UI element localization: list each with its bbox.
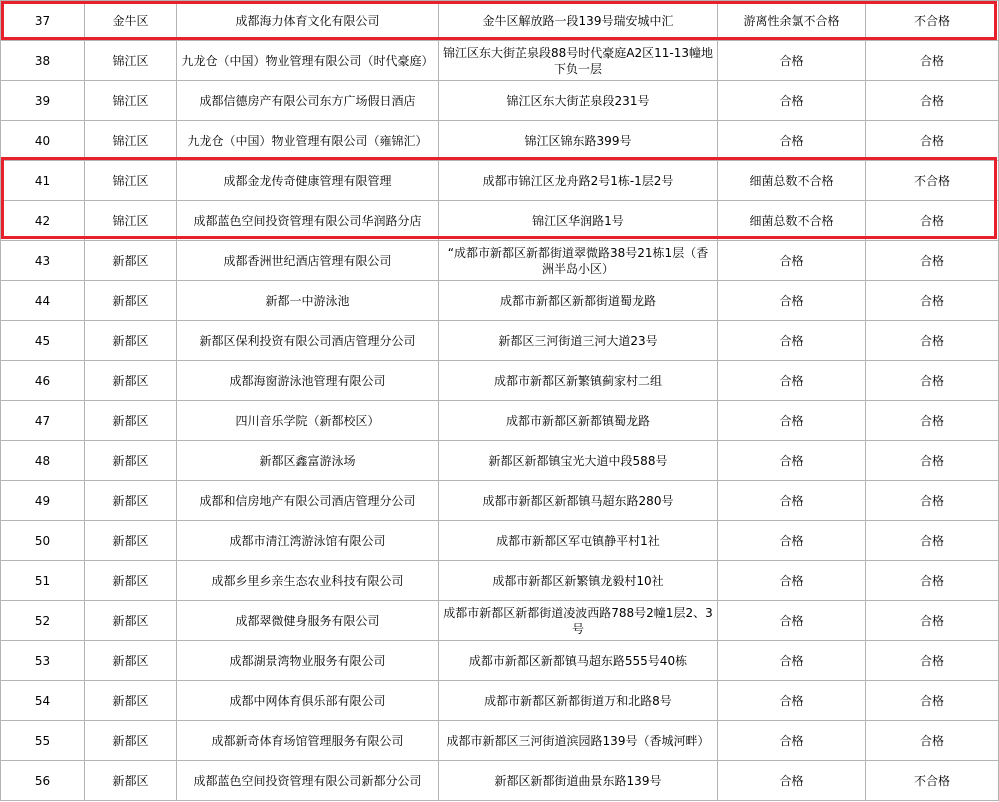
result-cell: 合格 bbox=[866, 81, 999, 121]
address-cell: 成都市新都区新繁镇龙毅村10社 bbox=[439, 561, 718, 601]
test-item-cell: 合格 bbox=[718, 321, 866, 361]
district-cell: 锦江区 bbox=[85, 41, 177, 81]
organization-cell: 成都海力体育文化有限公司 bbox=[177, 1, 439, 41]
row-number: 55 bbox=[1, 721, 85, 761]
row-number: 39 bbox=[1, 81, 85, 121]
organization-cell: 九龙仓（中国）物业管理有限公司（雍锦汇） bbox=[177, 121, 439, 161]
result-cell: 合格 bbox=[866, 721, 999, 761]
test-item-cell: 合格 bbox=[718, 281, 866, 321]
result-cell: 合格 bbox=[866, 681, 999, 721]
organization-cell: 成都和信房地产有限公司酒店管理分公司 bbox=[177, 481, 439, 521]
result-cell: 合格 bbox=[866, 561, 999, 601]
district-cell: 新都区 bbox=[85, 281, 177, 321]
result-cell: 合格 bbox=[866, 441, 999, 481]
result-cell: 不合格 bbox=[866, 161, 999, 201]
row-number: 53 bbox=[1, 641, 85, 681]
test-item-cell: 合格 bbox=[718, 641, 866, 681]
row-number: 56 bbox=[1, 761, 85, 801]
table-row bbox=[1, 641, 999, 681]
address-cell: 金牛区解放路一段139号瑞安城中汇 bbox=[439, 1, 718, 41]
test-item-cell: 合格 bbox=[718, 481, 866, 521]
address-cell: 成都市新都区军屯镇静平村1社 bbox=[439, 521, 718, 561]
district-cell: 锦江区 bbox=[85, 161, 177, 201]
organization-cell: 成都蓝色空间投资管理有限公司华润路分店 bbox=[177, 201, 439, 241]
test-item-cell: 细菌总数不合格 bbox=[718, 201, 866, 241]
district-cell: 新都区 bbox=[85, 401, 177, 441]
table-row bbox=[1, 201, 999, 241]
table-row bbox=[1, 601, 999, 641]
district-cell: 新都区 bbox=[85, 321, 177, 361]
address-cell: 新都区新都街道曲景东路139号 bbox=[439, 761, 718, 801]
row-number: 42 bbox=[1, 201, 85, 241]
organization-cell: 九龙仓（中国）物业管理有限公司（时代豪庭） bbox=[177, 41, 439, 81]
organization-cell: 成都翠微健身服务有限公司 bbox=[177, 601, 439, 641]
result-cell: 合格 bbox=[866, 321, 999, 361]
address-cell: 锦江区东大街芷泉段88号时代豪庭A2区11-13幢地下负一层 bbox=[439, 41, 718, 81]
test-item-cell: 合格 bbox=[718, 241, 866, 281]
test-item-cell: 合格 bbox=[718, 721, 866, 761]
test-item-cell: 合格 bbox=[718, 761, 866, 801]
organization-cell: 成都市清江湾游泳馆有限公司 bbox=[177, 521, 439, 561]
table-row bbox=[1, 521, 999, 561]
test-item-cell: 合格 bbox=[718, 681, 866, 721]
district-cell: 锦江区 bbox=[85, 81, 177, 121]
organization-cell: 新都区鑫富游泳场 bbox=[177, 441, 439, 481]
table-row bbox=[1, 761, 999, 801]
district-cell: 新都区 bbox=[85, 441, 177, 481]
test-item-cell: 合格 bbox=[718, 361, 866, 401]
result-cell: 合格 bbox=[866, 241, 999, 281]
organization-cell: 新都一中游泳池 bbox=[177, 281, 439, 321]
result-cell: 不合格 bbox=[866, 1, 999, 41]
district-cell: 新都区 bbox=[85, 481, 177, 521]
row-number: 45 bbox=[1, 321, 85, 361]
organization-cell: 成都信德房产有限公司东方广场假日酒店 bbox=[177, 81, 439, 121]
address-cell: 成都市新都区三河街道滨园路139号（香城河畔） bbox=[439, 721, 718, 761]
address-cell: 锦江区华润路1号 bbox=[439, 201, 718, 241]
table-row bbox=[1, 281, 999, 321]
row-number: 43 bbox=[1, 241, 85, 281]
row-number: 51 bbox=[1, 561, 85, 601]
test-item-cell: 合格 bbox=[718, 601, 866, 641]
address-cell: 锦江区东大街芷泉段231号 bbox=[439, 81, 718, 121]
table-row bbox=[1, 361, 999, 401]
result-cell: 合格 bbox=[866, 601, 999, 641]
test-item-cell: 合格 bbox=[718, 441, 866, 481]
address-cell: 成都市新都区新都镇马超东路555号40栋 bbox=[439, 641, 718, 681]
district-cell: 锦江区 bbox=[85, 201, 177, 241]
address-cell: 新都区三河街道三河大道23号 bbox=[439, 321, 718, 361]
organization-cell: 成都海窗游泳池管理有限公司 bbox=[177, 361, 439, 401]
test-item-cell: 细菌总数不合格 bbox=[718, 161, 866, 201]
address-cell: 成都市锦江区龙舟路2号1栋-1层2号 bbox=[439, 161, 718, 201]
test-item-cell: 游离性余氯不合格 bbox=[718, 1, 866, 41]
row-number: 47 bbox=[1, 401, 85, 441]
test-item-cell: 合格 bbox=[718, 81, 866, 121]
district-cell: 新都区 bbox=[85, 681, 177, 721]
table-body bbox=[1, 1, 999, 801]
table-row bbox=[1, 401, 999, 441]
table-row bbox=[1, 561, 999, 601]
district-cell: 新都区 bbox=[85, 361, 177, 401]
district-cell: 新都区 bbox=[85, 561, 177, 601]
table-row bbox=[1, 321, 999, 361]
table-row bbox=[1, 81, 999, 121]
result-cell: 合格 bbox=[866, 521, 999, 561]
result-cell: 合格 bbox=[866, 361, 999, 401]
address-cell: 新都区新都镇宝光大道中段588号 bbox=[439, 441, 718, 481]
row-number: 46 bbox=[1, 361, 85, 401]
row-number: 52 bbox=[1, 601, 85, 641]
row-number: 50 bbox=[1, 521, 85, 561]
district-cell: 新都区 bbox=[85, 241, 177, 281]
result-cell: 合格 bbox=[866, 201, 999, 241]
district-cell: 新都区 bbox=[85, 601, 177, 641]
table-row bbox=[1, 121, 999, 161]
result-cell: 合格 bbox=[866, 121, 999, 161]
table-row bbox=[1, 441, 999, 481]
address-cell: “成都市新都区新都街道翠微路38号21栋1层（香洲半岛小区） bbox=[439, 241, 718, 281]
organization-cell: 成都乡里乡亲生态农业科技有限公司 bbox=[177, 561, 439, 601]
address-cell: 成都市新都区新都街道凌波西路788号2幢1层2、3号 bbox=[439, 601, 718, 641]
row-number: 54 bbox=[1, 681, 85, 721]
result-cell: 合格 bbox=[866, 641, 999, 681]
district-cell: 新都区 bbox=[85, 721, 177, 761]
row-number: 40 bbox=[1, 121, 85, 161]
test-item-cell: 合格 bbox=[718, 561, 866, 601]
result-cell: 合格 bbox=[866, 281, 999, 321]
organization-cell: 成都香洲世纪酒店管理有限公司 bbox=[177, 241, 439, 281]
row-number: 49 bbox=[1, 481, 85, 521]
organization-cell: 成都中网体育俱乐部有限公司 bbox=[177, 681, 439, 721]
district-cell: 新都区 bbox=[85, 761, 177, 801]
table-row bbox=[1, 1, 999, 41]
result-cell: 合格 bbox=[866, 401, 999, 441]
test-item-cell: 合格 bbox=[718, 401, 866, 441]
table-row bbox=[1, 681, 999, 721]
result-cell: 不合格 bbox=[866, 761, 999, 801]
organization-cell: 成都新奇体育场馆管理服务有限公司 bbox=[177, 721, 439, 761]
address-cell: 成都市新都区新都镇马超东路280号 bbox=[439, 481, 718, 521]
row-number: 44 bbox=[1, 281, 85, 321]
test-item-cell: 合格 bbox=[718, 41, 866, 81]
address-cell: 锦江区锦东路399号 bbox=[439, 121, 718, 161]
district-cell: 新都区 bbox=[85, 641, 177, 681]
table-row bbox=[1, 241, 999, 281]
table-row bbox=[1, 161, 999, 201]
table-row bbox=[1, 721, 999, 761]
organization-cell: 成都湖景湾物业服务有限公司 bbox=[177, 641, 439, 681]
district-cell: 锦江区 bbox=[85, 121, 177, 161]
row-number: 38 bbox=[1, 41, 85, 81]
organization-cell: 四川音乐学院（新都校区） bbox=[177, 401, 439, 441]
row-number: 41 bbox=[1, 161, 85, 201]
district-cell: 新都区 bbox=[85, 521, 177, 561]
row-number: 48 bbox=[1, 441, 85, 481]
address-cell: 成都市新都区新都街道万和北路8号 bbox=[439, 681, 718, 721]
organization-cell: 新都区保利投资有限公司酒店管理分公司 bbox=[177, 321, 439, 361]
test-item-cell: 合格 bbox=[718, 121, 866, 161]
row-number: 37 bbox=[1, 1, 85, 41]
table-row bbox=[1, 481, 999, 521]
organization-cell: 成都蓝色空间投资管理有限公司新都分公司 bbox=[177, 761, 439, 801]
district-cell: 金牛区 bbox=[85, 1, 177, 41]
address-cell: 成都市新都区新都街道蜀龙路 bbox=[439, 281, 718, 321]
result-cell: 合格 bbox=[866, 41, 999, 81]
address-cell: 成都市新都区新都镇蜀龙路 bbox=[439, 401, 718, 441]
organization-cell: 成都金龙传奇健康管理有限管理 bbox=[177, 161, 439, 201]
table-row bbox=[1, 41, 999, 81]
test-item-cell: 合格 bbox=[718, 521, 866, 561]
address-cell: 成都市新都区新繁镇蓟家村二组 bbox=[439, 361, 718, 401]
result-cell: 合格 bbox=[866, 481, 999, 521]
